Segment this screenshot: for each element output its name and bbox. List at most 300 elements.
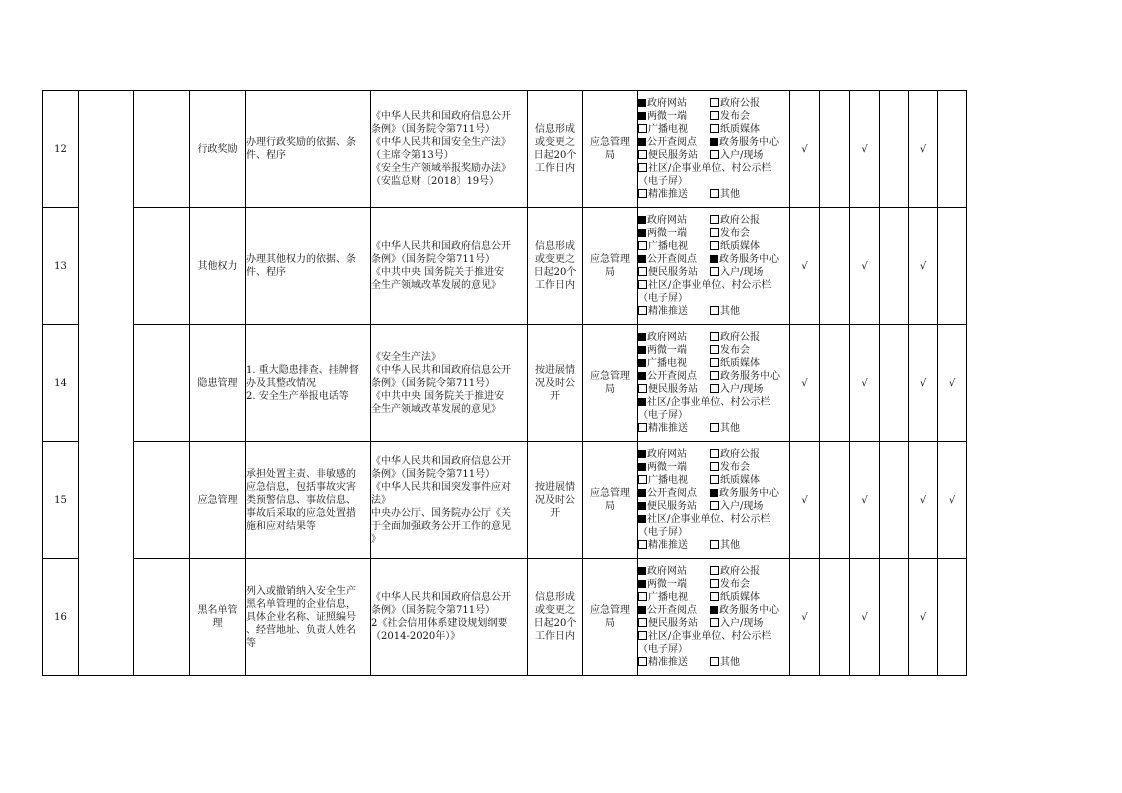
channel-row [638,578,789,591]
item-name-line: 理 [212,618,223,629]
basis-line: 《中华人民共和国政府信息公开 [371,455,511,467]
category-level1-cell [79,208,134,325]
mark-cell [938,325,967,442]
disclosure-table-page [42,90,968,676]
category-level2-cell [134,91,190,208]
channel-option[interactable] [710,357,760,370]
table-row [43,442,968,559]
basis-line: （主席令第13号） [371,150,454,161]
channel-label: 便民服务站 [648,150,698,161]
channel-label: 纸质媒体 [720,241,760,252]
time-limit-cell [528,559,583,676]
channel-option[interactable] [638,357,710,370]
content-line: 承担处置主责、非敏感的 [246,468,356,480]
checked-box-icon[interactable] [638,138,646,146]
unchecked-box-icon[interactable] [710,540,719,549]
time-limit-line: 工作日内 [535,163,575,174]
channel-label: 便民服务站 [648,267,698,278]
channel-label: 发布会 [720,111,750,122]
channel-option[interactable] [710,578,750,591]
channel-note: （电子屏） [638,527,688,538]
unchecked-box-icon[interactable] [710,98,719,107]
checked-box-icon[interactable] [638,333,646,341]
channel-option[interactable] [710,604,779,617]
checked-box-icon[interactable] [638,229,646,237]
unchecked-box-icon[interactable] [710,332,719,341]
channel-option[interactable] [638,656,710,669]
channel-row [638,357,789,370]
channel-option[interactable] [710,474,760,487]
item-cell [190,325,246,442]
basis-line: （安监总财〔2018〕19号） [371,176,500,187]
check-mark: √ [919,494,927,506]
channel-option[interactable] [638,240,710,253]
channel-row [638,656,789,669]
checked-box-icon[interactable] [638,346,646,354]
channel-label: 社区/企事业单位、村公示栏 [648,163,772,174]
channel-row [638,617,789,630]
unchecked-box-icon[interactable] [710,345,719,354]
channel-option[interactable] [638,422,710,435]
channel-option[interactable] [638,305,710,318]
channel-label: 政府公报 [720,332,760,343]
channel-option[interactable] [710,331,760,344]
mark-cell [850,91,880,208]
time-limit-cell [528,208,583,325]
item-cell [190,559,246,676]
channel-label: 政务服务中心 [719,137,779,148]
checked-box-icon[interactable] [638,567,646,575]
mark-cell [790,559,820,676]
basis-cell [371,559,528,676]
channel-row [638,188,789,201]
channel-option[interactable] [710,344,750,357]
unchecked-box-icon[interactable] [710,423,719,432]
unchecked-box-icon[interactable] [710,189,719,198]
channel-option[interactable] [638,500,710,513]
channel-label: 便民服务站 [648,384,698,395]
time-limit-cell [528,325,583,442]
channel-option[interactable] [710,214,760,227]
basis-line: 《安全生产领域举报奖励办法》 [371,163,511,174]
mark-cell [850,442,880,559]
unchecked-box-icon[interactable] [638,150,647,159]
channel-option[interactable] [638,604,710,617]
unchecked-box-icon[interactable] [710,579,719,588]
channel-row [638,214,789,227]
subject-line: 局 [605,501,615,512]
channel-label: 公开查阅点 [647,371,697,382]
channel-row [638,409,789,422]
checked-box-icon[interactable] [638,372,646,380]
channel-option[interactable] [638,487,710,500]
channel-option[interactable] [638,344,710,357]
channel-label: 纸质媒体 [720,475,760,486]
checked-box-icon[interactable] [638,216,646,224]
channel-option[interactable] [638,266,710,279]
channel-row [638,565,789,578]
unchecked-box-icon[interactable] [710,566,719,575]
unchecked-box-icon[interactable] [710,371,719,380]
unchecked-box-icon[interactable] [710,241,719,250]
mark-cell [820,325,850,442]
channel-label: 纸质媒体 [720,358,760,369]
row-number-cell [43,559,79,676]
unchecked-box-icon[interactable] [638,267,647,276]
row-number: 16 [54,611,67,623]
mark-cell [938,208,967,325]
checked-box-icon[interactable] [638,606,646,614]
category-level2-cell [134,325,190,442]
content-line: 办理其他权力的依据、条 [246,254,356,265]
subject-line: 应急管理 [590,254,630,265]
unchecked-box-icon[interactable] [638,124,647,133]
mark-cell [938,442,967,559]
unchecked-box-icon[interactable] [710,215,719,224]
channel-row [638,500,789,513]
time-limit-line: 开 [550,390,560,402]
channel-option[interactable] [638,565,710,578]
table-row [43,559,968,676]
channel-option[interactable] [710,591,760,604]
mark-cell [850,559,880,676]
row-number-cell [43,325,79,442]
channel-option[interactable] [638,149,710,162]
channel-row [638,474,789,487]
mark-cell [790,325,820,442]
unchecked-box-icon[interactable] [638,306,647,315]
disclosure-table [42,90,968,676]
channel-label: 纸质媒体 [720,592,760,603]
unchecked-box-icon[interactable] [638,241,647,250]
category-level1-cell [79,442,134,559]
basis-line: 《安全生产法》 [371,351,441,363]
channel-option[interactable] [638,370,710,383]
channel-option[interactable] [638,617,710,630]
mark-cell [880,559,909,676]
unchecked-box-icon[interactable] [710,358,719,367]
basis-line: 法》 [371,494,391,506]
content-line: 等 [246,637,256,649]
channel-option[interactable] [638,448,710,461]
unchecked-box-icon[interactable] [638,540,647,549]
checked-box-icon[interactable] [638,463,646,471]
content-cell [246,559,371,676]
unchecked-box-icon[interactable] [638,280,647,289]
check-mark: √ [861,260,868,272]
channel-label: 社区/企事业单位、村公示栏 [647,514,771,525]
checked-box-icon[interactable] [710,138,718,146]
channel-option[interactable] [710,565,760,578]
channel-option[interactable] [710,539,740,552]
channel-option[interactable] [710,97,760,110]
mark-cell [909,325,938,442]
channel-label: 社区/企事业单位、村公示栏 [648,280,772,291]
channel-option[interactable] [710,500,763,513]
mark-cell [909,442,938,559]
channel-label: 政府公报 [720,449,760,460]
channel-option[interactable] [638,136,710,149]
check-mark: √ [801,143,808,155]
channel-option[interactable] [638,188,710,201]
channel-row [638,539,789,552]
checked-box-icon[interactable] [638,112,646,120]
content-line: 事故后采取的应急处置措 [246,507,356,519]
item-name: 其他权力 [197,260,238,272]
channel-row [638,591,789,604]
unchecked-box-icon[interactable] [638,189,647,198]
unchecked-box-icon[interactable] [710,462,719,471]
checked-box-icon[interactable] [638,515,646,523]
unchecked-box-icon[interactable] [710,501,719,510]
channel-note: （电子屏） [638,293,688,304]
channel-option[interactable] [638,162,771,175]
channel-option[interactable] [710,136,779,149]
channel-row [638,266,789,279]
mark-cell [967,325,968,442]
channel-label: 便民服务站 [647,501,697,512]
unchecked-box-icon[interactable] [710,449,719,458]
channel-option[interactable] [710,617,763,630]
channel-option[interactable] [710,448,760,461]
item-name: 隐患管理 [197,377,238,389]
channel-row [638,305,789,318]
checked-box-icon[interactable] [710,606,718,614]
channels-cell [638,91,790,208]
time-limit-line: 或变更之 [535,254,575,265]
channel-label: 社区/企事业单位、村公示栏 [648,631,772,642]
table-row [43,91,968,208]
checked-box-icon[interactable] [710,255,718,263]
channel-label: 广播电视 [648,475,688,486]
channel-note: （电子屏） [638,176,688,187]
checked-box-icon[interactable] [710,489,718,497]
item-name: 行政奖励 [197,143,238,155]
channel-label: 其他 [720,657,740,668]
channel-label: 精准推送 [648,189,688,200]
unchecked-box-icon[interactable] [710,306,719,315]
unchecked-box-icon[interactable] [710,267,719,276]
unchecked-box-icon[interactable] [638,384,647,393]
basis-line: 全生产领域改革发展的意见》 [371,280,501,291]
channel-option[interactable] [710,383,763,396]
mark-cell [820,559,850,676]
channel-option[interactable] [638,461,710,474]
channel-option[interactable] [638,227,710,240]
time-limit-line: 或变更之 [535,605,575,616]
content-line: 应急信息，包括事故灾害 [246,481,356,493]
category-level2-cell [134,208,190,325]
unchecked-box-icon[interactable] [710,657,719,666]
channel-label: 政府公报 [720,566,760,577]
row-number: 13 [54,260,67,272]
unchecked-box-icon[interactable] [638,163,647,172]
unchecked-box-icon[interactable] [638,475,647,484]
channel-option[interactable] [638,513,770,526]
channel-option[interactable] [710,305,740,318]
channel-option[interactable] [638,214,710,227]
channel-option[interactable] [638,474,710,487]
channel-option[interactable] [710,123,760,136]
channel-label: 入户/现场 [720,267,764,278]
item-cell [190,91,246,208]
basis-cell [371,442,528,559]
time-limit-line: 按进展情 [535,481,575,493]
basis-line: 《中华人民共和国政府信息公开 [371,111,511,122]
check-mark: √ [948,377,956,389]
row-number: 15 [54,494,67,506]
channel-option[interactable] [710,487,779,500]
time-limit-line: 或变更之 [535,137,575,148]
checked-box-icon[interactable] [638,450,646,458]
mark-cell [790,442,820,559]
check-mark: √ [919,611,927,623]
checked-box-icon[interactable] [638,580,646,588]
table-row [43,325,968,442]
channel-label: 入户/现场 [720,384,764,395]
content-line: 件、程序 [246,267,286,278]
channel-row [638,240,789,253]
subject-cell [583,208,638,325]
channel-option[interactable] [710,461,750,474]
subject-line: 局 [605,267,615,278]
channel-label: 政府网站 [647,215,687,226]
channel-label: 政务服务中心 [719,488,779,499]
channel-row [638,175,789,188]
channel-option[interactable] [638,578,710,591]
channel-option[interactable] [638,97,710,110]
time-limit-line: 信息形成 [535,241,575,252]
unchecked-box-icon[interactable] [710,228,719,237]
category-level1-cell [79,559,134,676]
channel-label: 两微一端 [647,579,687,590]
mark-cell [967,442,968,559]
channel-row [638,461,789,474]
channel-label: 广播电视 [648,241,688,252]
mark-cell [820,91,850,208]
mark-cell [790,91,820,208]
channel-option[interactable] [710,422,740,435]
category-level2-cell [134,559,190,676]
checked-box-icon[interactable] [638,398,646,406]
channel-option[interactable] [710,266,763,279]
check-mark: √ [948,494,956,506]
channel-option[interactable] [638,253,710,266]
channel-option[interactable] [638,331,710,344]
basis-line: 全生产领域改革发展的意见》 [371,403,501,415]
channel-row [638,331,789,344]
channel-label: 其他 [720,423,740,434]
channel-option[interactable] [710,253,779,266]
channel-row [638,604,789,617]
channel-row [638,136,789,149]
channel-option[interactable] [710,370,780,383]
unchecked-box-icon[interactable] [710,384,719,393]
time-limit-line: 日起20个 [533,618,577,629]
basis-line: 条例》（国务院令第711号） [371,124,496,135]
content-cell [246,208,371,325]
unchecked-box-icon[interactable] [638,631,647,640]
basis-line: 条例》（国务院令第711号） [371,377,496,389]
channel-label: 广播电视 [647,358,687,369]
channel-option[interactable] [638,279,771,292]
channel-row [638,110,789,123]
channel-label: 精准推送 [648,306,688,317]
content-line: 办理行政奖励的依据、条 [246,137,356,148]
unchecked-box-icon[interactable] [710,475,719,484]
mark-cell [967,559,968,676]
channel-label: 两微一端 [647,345,687,356]
basis-line: 《中华人民共和国政府信息公开 [371,241,511,252]
unchecked-box-icon[interactable] [710,124,719,133]
subject-line: 局 [605,618,615,629]
channel-label: 其他 [720,306,740,317]
time-limit-line: 日起20个 [533,150,577,161]
unchecked-box-icon[interactable] [710,592,719,601]
unchecked-box-icon[interactable] [638,618,647,627]
checked-box-icon[interactable] [638,255,646,263]
checked-box-icon[interactable] [638,502,646,510]
content-cell [246,442,371,559]
content-line: 件、程序 [246,150,286,161]
mark-cell [880,208,909,325]
channel-option[interactable] [638,539,710,552]
item-cell [190,442,246,559]
mark-cell [880,325,909,442]
unchecked-box-icon[interactable] [710,150,719,159]
channel-option[interactable] [710,110,750,123]
check-mark: √ [801,260,808,272]
channel-label: 政府公报 [720,98,760,109]
mark-cell [967,208,968,325]
unchecked-box-icon[interactable] [638,592,647,601]
unchecked-box-icon[interactable] [638,657,647,666]
time-limit-cell [528,91,583,208]
channel-option[interactable] [710,656,740,669]
unchecked-box-icon[interactable] [638,423,647,432]
time-limit-line: 日起20个 [533,267,577,278]
channel-option[interactable] [710,240,760,253]
channel-option[interactable] [638,383,710,396]
channel-label: 广播电视 [648,124,688,135]
check-mark: √ [861,611,868,623]
channel-option[interactable] [710,149,763,162]
channel-label: 公开查阅点 [647,488,697,499]
mark-cell [790,208,820,325]
channel-label: 政府网站 [647,566,687,577]
channel-option[interactable] [638,630,771,643]
check-mark: √ [861,143,868,155]
channel-row [638,162,789,175]
channel-option[interactable] [710,188,740,201]
unchecked-box-icon[interactable] [710,618,719,627]
channel-row [638,344,789,357]
channel-option[interactable] [638,396,770,409]
channel-option[interactable] [710,227,750,240]
channel-option[interactable] [638,110,710,123]
unchecked-box-icon[interactable] [710,111,719,120]
channel-option[interactable] [638,123,710,136]
time-limit-cell [528,442,583,559]
checked-box-icon[interactable] [638,489,646,497]
subject-cell [583,442,638,559]
checked-box-icon[interactable] [638,359,646,367]
checked-box-icon[interactable] [638,99,646,107]
check-mark: √ [861,377,868,389]
subject-line: 应急管理 [590,488,630,499]
channel-label: 发布会 [720,345,750,356]
channel-option[interactable] [638,591,710,604]
